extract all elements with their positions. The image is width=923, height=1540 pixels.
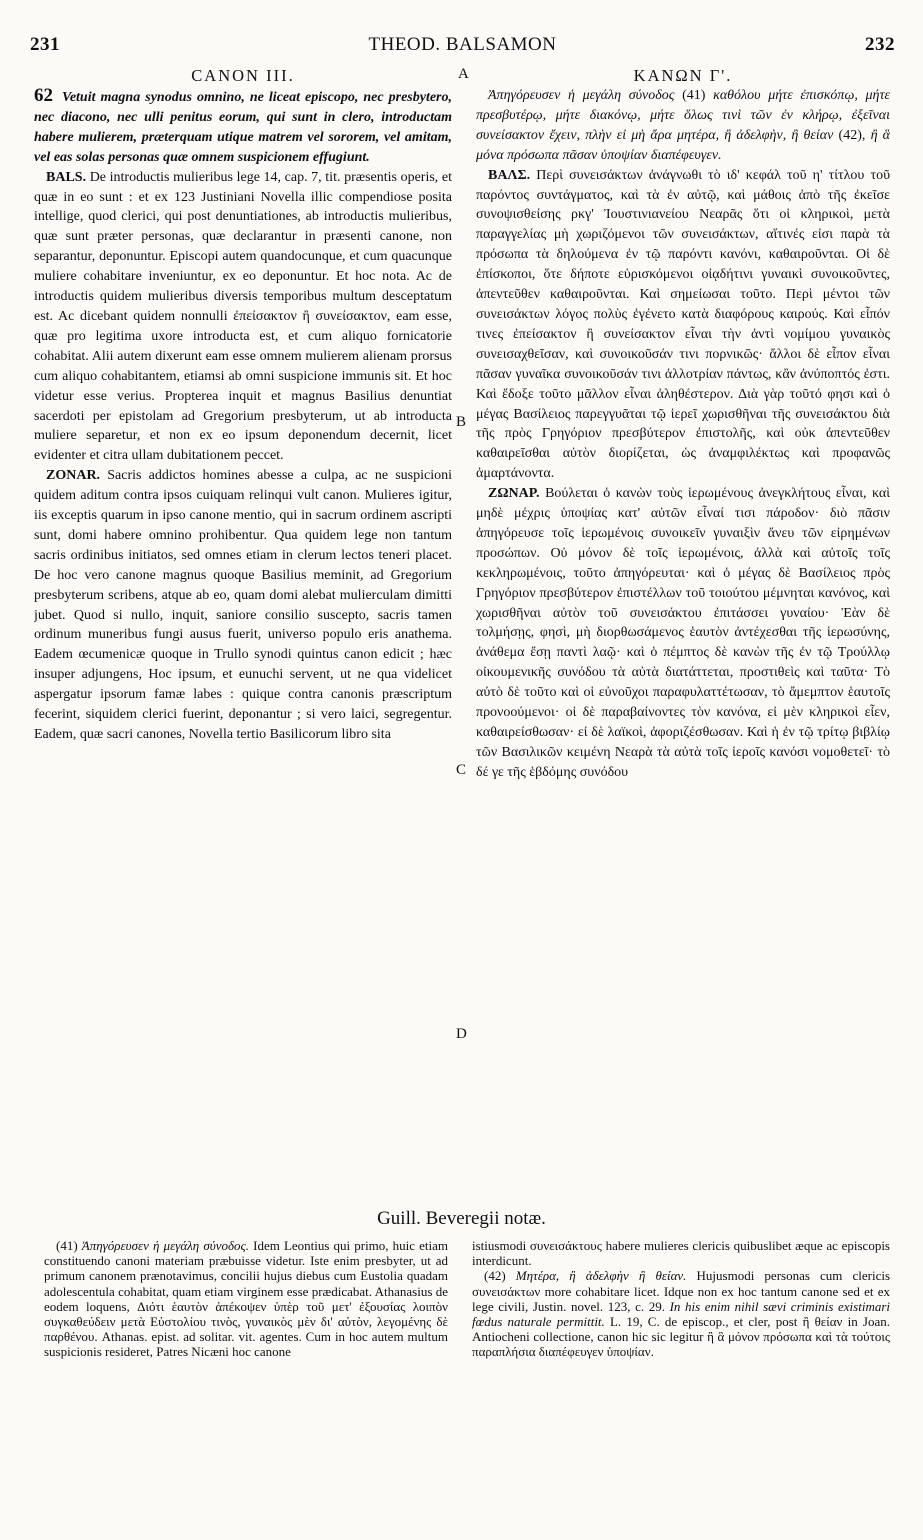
note-42-ref: (42) bbox=[484, 1268, 506, 1284]
note-42 bbox=[472, 1268, 890, 1359]
canon-text-latin bbox=[34, 86, 452, 168]
note-41-text: Idem Leontius qui primo, huic etiam constituendo canoni materiam præbuisse videtur. Iste enim presbyter, ut ad primum canonem prænotavimus, concilii hujus diebus cum Eustolia quadam adolescentula cohabitat, quam etiam virginem esse prædicabat. Athanasius de eodem loquens, Διότι ἑαυτὸν ἀπέκοψεν ὑπὲρ τοῦ μετ' ἐξουσίας λοιπὸν συγκαθεύδειν μετὰ Εὐστολίου τινὸς, γυναικὸς μὲν δι' αὐτὸν, λεγομένης δὲ παρθένου. Athanas. epist. ad solitar. vit. agentes. Cum in hoc autem multum suspicionis resideret, Patres Nicæni hoc canone bbox=[44, 1238, 448, 1360]
margin-letter-b: B bbox=[456, 414, 467, 430]
canon-body-greek-c: ἢ ἃ μόνα πρόσωπα πᾶσαν ὑποψίαν διαπέφευγεν. bbox=[476, 127, 890, 163]
note-ref-41[interactable]: (41) bbox=[682, 88, 706, 103]
balsamon-commentary-greek bbox=[476, 166, 890, 485]
note-42-quote: In his enim nihil sævi criminis existimari fœdus naturale permittit. bbox=[472, 1298, 890, 1330]
canon-title-greek: ΚΑΝΩΝ Γ'. bbox=[633, 66, 733, 85]
note-ref-42[interactable]: (42), bbox=[838, 127, 866, 143]
balsamon-text-greek: Περὶ συνεισάκτων ἀνάγνωθι τὸ ιδ' κεφάλ τοῦ η' τίτλου τοῦ παρόντος συντάγματος, καὶ τὰ ἐν αὐτῷ, καὶ μάθοις ἀπὸ τῆς ἐκεῖσε συνοψισθείσης ρκγ' Ἰουστινιανείου Νεαρᾶς ὅτι οἱ κληρικοὶ, μετὰ παραγγελίας μὴ χωριζόμενοι τῶν συνεισάκτων, αἵτινές εἰσι παρὰ τὰ πρόσωπα τὰ δηλούμενα ἐν τῷ παρόντι κανόνι, καθαιροῦνται. Οἱ δὲ ἐπίσκοποι, ὅτε δήποτε εὑρισκόμενοι οἰᾳδήτινι γυναικὶ συνοικοῦντες, ἀπεντεῦθεν καθαιροῦνται. Καὶ σημείωσαι τοῦτο. Περὶ μέντοι τῶν συνεισάκτων λόγος πολὺς ἐγένετο κατὰ διαφόρους καιρούς. Καὶ εἶπόν τινες ἐπείσακτον ἢ συνείσακτον εἶναι τὴν ἀντὶ νομίμου γυναικὸς συνεισαχθεῖσαν, καὶ συνοικοῦσάν τινι πορνικῶς· ἄλλοι δὲ εἶπον εἶναι πᾶσαν γυναῖκα συνοικοῦσάν τινι ἀλλοτρίαν πάντως, κἂν ἀνύποπτός ἐστι. Καὶ ἔδοξε τοῦτο μᾶλλον εἶναι ἀληθέστερον. Διὰ γὰρ τοῦτό φησι καὶ ὁ μέγας Βασίλειος παρεγγυᾶται τῷ ἱερεῖ χωρισθῆναι τῆς συνεισάκτου διὰ τῆς πρὸς Γρηγόριον πρεσβύτερον ἐπιστολῆς, καὶ οὐκ ἀπεντεῦθεν καθαιρεῖσθαι αὐτὸν διορίζεται, ὡς ἀναμφιλέκτως καὶ προφανῶς ἁμαρτάνοντα. bbox=[476, 167, 890, 482]
margin-letter-d: D bbox=[456, 1026, 467, 1042]
zonaras-signature: ZONAR. bbox=[46, 468, 101, 484]
zonaras-signature-greek: ΖΩΝΑΡ. bbox=[488, 486, 540, 502]
note-41-continuation: istiusmodi συνεισάκτους habere mulieres clericis quibuslibet æque ac episcopis interdicunt. bbox=[472, 1238, 890, 1269]
page-number-right: 232 bbox=[865, 34, 895, 55]
page-header bbox=[30, 34, 895, 60]
canon-body-greek-b: καθόλου μήτε ἐπισκόπῳ, μήτε πρεσβυτέρῳ, μήτε διακόνῳ, μήτε ὅλως τινὶ τῶν ἐν κλήρῳ, ἐξεῖναι συνείσακτον ἔχειν, πλὴν εἰ μὴ ἄρα μητέρα, ἢ ἀδελφὴν, ἢ θείαν bbox=[476, 88, 890, 143]
page-number-left: 231 bbox=[30, 34, 60, 55]
note-41 bbox=[44, 1238, 448, 1360]
notes-right-column bbox=[472, 1238, 890, 1508]
canon-body-greek-a: Ἀπηγόρευσεν ἡ μεγάλη σύνοδος bbox=[488, 88, 675, 103]
margin-letter-a: A bbox=[458, 66, 469, 82]
canon-text-greek bbox=[476, 86, 890, 166]
notes-title: Guill. Beveregii notæ. bbox=[377, 1208, 546, 1229]
note-41-lemma: Ἀπηγόρευσεν ἡ μεγάλη σύνοδος. bbox=[81, 1238, 250, 1253]
balsamon-signature-greek: ΒΑΛΣ. bbox=[488, 167, 531, 183]
note-42-lemma: Μητέρα, ἢ ἀδελφὴν ἢ θείαν. bbox=[515, 1268, 687, 1284]
note-42-text: Hujusmodi personas cum clericis συνεισάκτων more cohabitare licet. Idque non ex hoc tantum canone sed et ex lege civili, Justin. novel. 123, c. 29. bbox=[472, 1268, 891, 1314]
balsamon-commentary-latin bbox=[34, 168, 452, 467]
zonaras-text-greek: Βούλεται ὁ κανὼν τοὺς ἱερωμένους ἀνεγκλήτους εἶναι, καὶ μηδὲ μέχρις ὑποψίας κατ' αὐτῶν εἶναί τισι πάροδον· διὸ πᾶσιν ἀπηγόρευσε τοῖς ἱερωμένοις συνοικεῖν γυναιξὶν ἄνευ τῶν εἰρημένων προσώπων. Οὐ μόνον δὲ τοῖς ἱερωμένοις, ἀλλὰ καὶ αὐτοῖς τοῖς κεκληρωμένοις, τοῦτο ἀπηγόρευται· καὶ ὁ μέγας δὲ Βασίλειος πρὸς Γρηγόριον πρεσβύτερον ἐπιστέλλων τοῦ τοιούτου μέμνηται κανόνος, καὶ χωρισθῆναι αὐτὸν τοῦ συνεισάκτου ἐπιτάσσει γυναίου· Ἐὰν δὲ τολμήσῃς, φησὶ, μὴ διορθωσάμενος ἑαυτὸν ἀντέχεσθαι τῆς ἱερωσύνης, ἀνάθεμα ἔσῃ παντὶ λαῷ· καὶ ὁ πέμπτος δὲ κανὼν τῆς ἐν τῷ Τρούλλῳ οἰκουμενικῆς συνόδου τὰ αὐτὰ διατάττεται, προστιθεὶς καὶ ταῦτα· Τὸ αὐτὸ δὲ τοῦτο καὶ οἱ εὐνοῦχοι παραφυλαττέτωσαν, τὸ ἄμεμπτον ἑαυτοῖς προνοούμενοι· οἱ δὲ παραβαίνοντες τὸν κανόνα, εἰ μὲν κληρικοὶ εἶεν, καθαιρείσθωσαν· εἰ δὲ λαϊκοὶ, ἀφοριζέσθωσαν. Καὶ ἡ ἐν τῷ τρίτῳ βιβλίῳ τῶν Βασιλικῶν κειμένη Νεαρὰ τὰ αὐτὰ τοῖς ἱεροῖς κανόσι νομοθετεῖ· τὸ δέ γε τῆς ἑβδόμης συνόδου bbox=[476, 486, 890, 780]
note-41-ref: (41) bbox=[56, 1238, 78, 1253]
canon-number: 62 bbox=[34, 85, 53, 106]
zonaras-commentary-greek bbox=[476, 484, 890, 783]
margin-letter-c: C bbox=[456, 762, 467, 778]
note-42-text2: L. 19, C. de episcop., et cler, post ἢ θείαν in Joan. Antiocheni collectione, canon hic sic legitur ἢ ἃ μόνον πρόσωπα καὶ τὰ τούτοις παραπλήσια διαπέφευγεν ὑποψίαν. bbox=[472, 1314, 891, 1360]
balsamon-text-latin: De introductis mulieribus lege 14, cap. 7, tit. præsentis operis, et quæ in eo sunt : et ex 123 Justiniani Novella illic compendiose posita intellige, quod clerici, qui post denuntiationes, ab introductis mulieribus, quæ sunt præter personas, quæ declarantur in præsenti canone, non separantur, deponuntur. Episcopi autem quandocunque, et cum quacunque muliere cohabitare inveniuntur, ex eo deponuntur. Et hoc nota. Ac de introductis quidem mulieribus diversis temporibus multum desceptatum est. Ac dicebant quidem nonnulli ἐπείσακτον ἢ συνείσακτον, eam esse, quæ pro legitima uxore introducta est, et cum aliquo fornicatorie cohabitat. Alii autem dixerunt eam esse omnem mulierem alienam prorsus cum aliquo cohabitantem, etiamsi ab omni suspicione immunis sit. Et hoc videtur esse verius. Propterea inquit et magnus Basilius denuntiat sacerdoti per epistolam ad Gregorium presbyterum, ut ab introducta muliere separetur, et non ex eo ipsum deponendum decernit, licet evidenter et citra ullam dubitationem peccet. bbox=[34, 169, 452, 464]
notes-left-column bbox=[44, 1238, 448, 1508]
canon-title-latin: CANON III. bbox=[191, 66, 295, 85]
balsamon-signature: BALS. bbox=[46, 169, 87, 185]
zonaras-text-latin: Sacris addictos homines abesse a culpa, ac ne suspicioni quidem aditum contra ipsos cuiquam relinqui vult canon. Mulieres igitur, iis exceptis quarum in ipso canone mentio, qui in sacrum ordinem ascripti sunt, domi habere omnino prohibentur. Qua quidem lege non tantum sacris ordinibus initiatos, sed omnes etiam in clerum lectos teneri placet. De hoc vero canone magnus quoque Basilius meminit, ad Gregorium presbyterum scribens, atque ab eo, quam domi alebat mulierculam dimitti jubet. Quod si nullo, inquit, saniore consilio suscepto, sacris tamen ordinum muneribus fungi ausus fuerit, universo populo eris anathema. Eadem œcumenicæ quoque in Trullo synodi quintus canon edicit ; hæc insuper adjungens, Hoc ipsum, et eunuchi servent, ut ne qua videlicet aspergatur ipsorum famæ labes : quique contra canonis præscriptum fecerint, siquidem clerici fuerint, deponantur ; si vero laici, segregentur. Eadem, quæ sacri canones, Novella tertio Basilicorum libro sita bbox=[34, 468, 452, 742]
canon-body-latin: Vetuit magna synodus omnino, ne liceat episcopo, nec presbytero, nec diacono, nec ulli penitus eorum, qui sunt in clero, introductam habere mulierem, præterquam utique matrem vel sororem, vel amitam, vel eas solas personas quæ omnem suspicionem effugiunt. bbox=[34, 90, 452, 165]
running-title: THEOD. BALSAMON bbox=[368, 34, 557, 55]
zonaras-commentary-latin bbox=[34, 466, 452, 745]
